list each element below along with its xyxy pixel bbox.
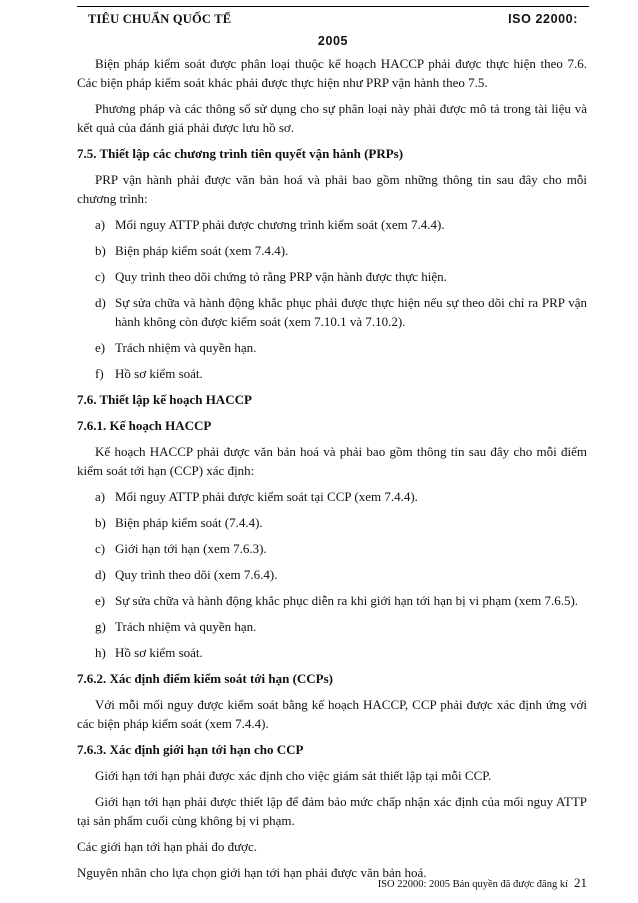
list-item-text: Biện pháp kiểm soát (7.4.4). <box>115 515 263 530</box>
section-heading-7-6-1: 7.6.1. Kế hoạch HACCP <box>77 418 212 433</box>
list-item-text: Trách nhiệm và quyền hạn. <box>115 340 257 355</box>
page-footer <box>250 875 587 895</box>
list-item <box>77 643 587 662</box>
list-item-text: Trách nhiệm và quyền hạn. <box>115 619 257 634</box>
list-item <box>77 617 587 636</box>
paragraph: Biện pháp kiểm soát được phân loại thuộc kế hoạch HACCP phải được thực hiện theo 7.6. Các biện pháp kiểm soát khác phải được thực hiện như PRP vận hành theo 7.5. <box>77 56 587 90</box>
list-item-text: Hồ sơ kiểm soát. <box>115 645 203 660</box>
list-item-text: Mối nguy ATTP phải được chương trình kiểm soát (xem 7.4.4). <box>115 217 445 232</box>
paragraph: Nguyên nhân cho lựa chọn giới hạn tới hạn phải được văn bản hoá. <box>77 865 427 880</box>
list-item <box>77 364 587 383</box>
list-item <box>77 487 587 506</box>
section-heading-7-5: 7.5. Thiết lập các chương trình tiên quyết vận hành (PRPs) <box>77 146 404 161</box>
list-item <box>77 513 587 532</box>
list-item-label: g) <box>95 619 106 634</box>
list-item <box>77 338 587 357</box>
paragraph: Kế hoạch HACCP phải được văn bản hoá và phải bao gồm thông tin sau đây cho mỗi điểm kiểm soát tới hạn (CCP) xác định: <box>77 444 587 478</box>
list-item <box>77 293 587 331</box>
list-item <box>77 215 587 234</box>
list-item-label: b) <box>95 515 106 530</box>
paragraph: Các giới hạn tới hạn phải đo được. <box>77 839 258 854</box>
list-item-text: Biện pháp kiểm soát (xem 7.4.4). <box>115 243 289 258</box>
section-heading-7-6: 7.6. Thiết lập kế hoạch HACCP <box>77 392 252 407</box>
list-item <box>77 539 587 558</box>
list-item-label: c) <box>95 541 106 556</box>
header-year: 2005 <box>317 34 349 48</box>
page-number: 21 <box>574 875 587 890</box>
list-item-text: Giới hạn tới hạn (xem 7.6.3). <box>115 541 267 556</box>
list-item <box>77 267 587 286</box>
paragraph: Phương pháp và các thông số sử dụng cho sự phân loại này phải được mô tả trong tài liệu và kết quả của đánh giá phải được lưu hồ sơ. <box>77 101 587 135</box>
body-text <box>77 54 587 889</box>
list-item-label: h) <box>95 645 106 660</box>
list-item-label: c) <box>95 269 106 284</box>
list-item-label: a) <box>95 489 106 504</box>
running-header <box>88 12 578 48</box>
list-item-text: Sự sửa chữa và hành động khắc phục phải được thực hiện nếu sự theo dõi chỉ ra PRP vận hành không còn được kiểm soát (xem 7.10.1 và 7.10.2). <box>115 295 587 329</box>
list-item <box>77 591 587 610</box>
list-item-text: Quy trình theo dõi (xem 7.6.4). <box>115 567 278 582</box>
footer-copyright: ISO 22000: 2005 Bản quyền đã được đăng kí <box>377 879 568 890</box>
list-item-label: d) <box>95 567 106 582</box>
paragraph: Giới hạn tới hạn phải được thiết lập để đảm bảo mức chấp nhận xác định của mối nguy ATTP tại sản phẩm cuối cùng không bị vi phạm. <box>77 794 587 828</box>
list-item-label: e) <box>95 340 106 355</box>
header-standard: ISO 22000: <box>508 12 578 26</box>
list-item-label: f) <box>95 366 104 381</box>
list-item-label: d) <box>95 295 106 310</box>
section-heading-7-6-3: 7.6.3. Xác định giới hạn tới hạn cho CCP <box>77 742 304 757</box>
list-item <box>77 241 587 260</box>
paragraph: Với mỗi mối nguy được kiểm soát bằng kế hoạch HACCP, CCP phải được xác định ứng với các biện pháp kiểm soát (xem 7.4.4). <box>77 697 587 731</box>
header-title: TIÊU CHUẨN QUỐC TẾ <box>88 12 232 26</box>
prp-requirements-list <box>77 215 587 383</box>
list-item-label: a) <box>95 217 106 232</box>
list-item-text: Hồ sơ kiểm soát. <box>115 366 203 381</box>
list-item-text: Mối nguy ATTP phải được kiểm soát tại CCP (xem 7.4.4). <box>115 489 418 504</box>
list-item-label: b) <box>95 243 106 258</box>
list-item-text: Quy trình theo dõi chứng tỏ rằng PRP vận hành được thực hiện. <box>115 269 447 284</box>
list-item-label: e) <box>95 593 106 608</box>
list-item <box>77 565 587 584</box>
haccp-plan-list <box>77 487 587 662</box>
list-item-text: Sự sửa chữa và hành động khắc phục diễn ra khi giới hạn tới hạn bị vi phạm (xem 7.6.5). <box>115 593 579 608</box>
header-rule <box>77 6 589 7</box>
paragraph: PRP vận hành phải được văn bản hoá và phải bao gồm những thông tin sau đây cho mỗi chương trình: <box>77 172 587 206</box>
paragraph: Giới hạn tới hạn phải được xác định cho việc giám sát thiết lập tại mỗi CCP. <box>95 768 492 783</box>
section-heading-7-6-2: 7.6.2. Xác định điểm kiểm soát tới hạn (CCPs) <box>77 671 334 686</box>
